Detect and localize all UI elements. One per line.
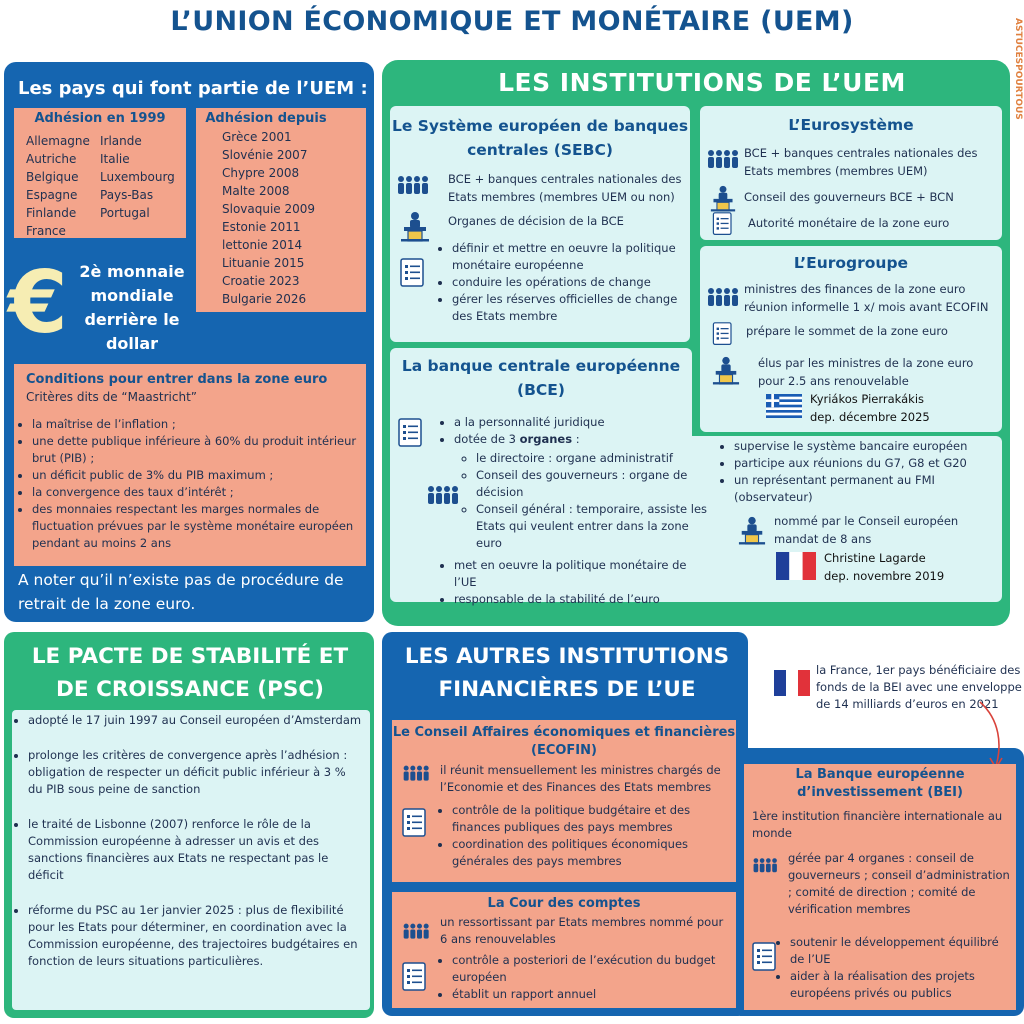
checklist-icon <box>398 418 424 448</box>
bei-organs: gérée par 4 organes : conseil de gouverneurs ; conseil d’administration ; comité de direction ; comité de vérification membres <box>788 851 1010 916</box>
later-title: Adhésion depuis <box>205 111 327 126</box>
countries-panel <box>4 62 374 622</box>
eurogroup-prepare: prépare le sommet de la zone euro <box>746 324 948 338</box>
task-item: • contrôle de la politique budgétaire et des finances publiques des pays membres <box>452 802 730 836</box>
sebc-title: Le Système européen de banques centrales (SEBC) <box>391 117 689 159</box>
bce-item: • met en oeuvre la politique monétaire de l’UE <box>454 557 706 591</box>
bce-list <box>436 414 696 448</box>
court-tasks <box>434 952 730 1003</box>
checklist-icon <box>712 322 734 346</box>
currency-text: 2è monnaie mondiale derrière le dollar <box>79 262 185 353</box>
conditions-subtitle: Critères dits de “Maastricht” <box>26 390 198 404</box>
bce-item: • supervise le système bancaire européen <box>734 438 1002 455</box>
court-title: La Cour des comptes <box>487 896 641 911</box>
country: Irlande <box>100 134 142 148</box>
sebc-card <box>390 106 690 342</box>
bei-title: La Banque européenne d’investissement (BEI) <box>795 767 965 800</box>
task-item: • aider à la réalisation des projets européens privés ou publics <box>790 968 1012 1002</box>
conditions-list <box>14 416 359 552</box>
country: Chypre 2008 <box>222 166 300 180</box>
ecofin-members: il réunit mensuellement les ministres chargés de l’Economie et des Finances des Etats membres <box>440 763 721 794</box>
psc-item: • réforme du PSC au 1er janvier 2025 : plus de flexibilité pour les Etats pour déterminer, en coordination avec la Commission européenne, des trajectoires budgétaires en fonction de leurs situations particulières. <box>28 902 362 970</box>
bce-president-since: dep. novembre 2019 <box>824 569 945 583</box>
condition-item: • des monnaies respectant les marges normales de fluctuation prévues par le système monétaire européen pendant au moins 2 ans <box>32 501 359 552</box>
others-heading: LES AUTRES INSTITUTIONS FINANCIÈRES DE L’UE <box>404 644 730 702</box>
psc-card <box>12 710 370 1010</box>
psc-item: • prolonge les critères de convergence après l’adhésion : obligation de respecter un déficit public inférieur à 3 % du PIB sous peine de sanction <box>28 747 362 798</box>
bce-list-2 <box>436 557 706 608</box>
brand-text: ASTUCESPOURTOUS <box>1013 18 1023 120</box>
institutions-panel <box>382 60 1010 626</box>
bce-appointed: nommé par le Conseil européen mandat de 8 ans <box>774 514 959 546</box>
conditions-title: Conditions pour entrer dans la zone euro <box>26 372 328 387</box>
bce-item: • un représentant permanent au FMI (observateur) <box>734 472 1002 506</box>
checklist-icon <box>402 962 428 992</box>
people-icon <box>706 148 742 172</box>
podium-icon <box>400 210 430 242</box>
checklist-icon <box>400 258 426 288</box>
eurogroup-card <box>700 246 1002 432</box>
checklist-icon <box>402 808 428 838</box>
podium-icon <box>712 354 740 386</box>
country: Allemagne <box>26 134 90 148</box>
country: Espagne <box>26 188 78 202</box>
france-bei-note: la France, 1er pays bénéficiaire des fonds de la BEI avec une enveloppe de 14 milliards d’euros en 2021 <box>816 663 1022 711</box>
country: Pays-Bas <box>100 188 154 202</box>
eurosystem-council: Conseil des gouverneurs BCE + BCN <box>744 190 954 204</box>
country: Grèce 2001 <box>222 130 292 144</box>
bce-organs <box>458 450 708 552</box>
bce-list-3 <box>716 438 1002 506</box>
founding-list-1 <box>26 132 106 240</box>
arrow-icon <box>960 700 1010 772</box>
bce-title: La banque centrale européenne (BCE) <box>401 357 681 399</box>
sebc-decision: Organes de décision de la BCE <box>448 214 624 228</box>
countries-heading: Les pays qui font partie de l’UEM : <box>18 78 368 99</box>
eurogroup-president-since: dep. décembre 2025 <box>810 410 930 424</box>
condition-item: • la maîtrise de l’inflation ; <box>32 416 359 433</box>
bce-item: • a la personnalité juridique <box>454 414 696 431</box>
country: Slovaquie 2009 <box>222 202 316 216</box>
eurosystem-members: BCE + banques centrales nationales des Etats membres (membres UEM) <box>744 146 978 178</box>
country: Portugal <box>100 206 150 220</box>
ecofin-title: Le Conseil Affaires économiques et financières (ECOFIN) <box>392 725 736 758</box>
country: Belgique <box>26 170 79 184</box>
sebc-tasks <box>434 240 686 325</box>
conditions-box <box>14 364 366 566</box>
eurogroup-president: Kyriákos Pierrakákis <box>810 392 925 406</box>
france-flag-icon <box>776 552 816 580</box>
people-icon <box>752 856 780 876</box>
condition-item: • un déficit public de 3% du PIB maximum ; <box>32 467 359 484</box>
task-item: • gérer les réserves officielles de change des Etats membre <box>452 291 686 325</box>
country: Slovénie 2007 <box>222 148 308 162</box>
court-members: un ressortissant par Etats membres nommé pour 6 ans renouvelables <box>440 915 724 946</box>
podium-icon <box>710 184 736 212</box>
eurosystem-title: L’Eurosystème <box>788 116 914 134</box>
sebc-members: BCE + banques centrales nationales des Etats membres (membres UEM ou non) <box>448 172 682 204</box>
country: Lituanie 2015 <box>222 256 305 270</box>
people-icon <box>426 484 462 508</box>
later-list <box>222 128 362 308</box>
ecofin-tasks <box>434 802 730 870</box>
task-item: • coordination des politiques économiques générales des pays membres <box>452 836 730 870</box>
country: Finlande <box>26 206 77 220</box>
bei-first: 1ère institution financière internationale au monde <box>752 809 1003 840</box>
court-card <box>392 892 736 1008</box>
country: Croatie 2023 <box>222 274 300 288</box>
eurosystem-card <box>700 106 1002 240</box>
organ-item: ◦ Conseil général : temporaire, assiste les Etats qui veulent entrer dans la zone euro <box>476 501 708 552</box>
bce-president: Christine Lagarde <box>824 551 926 565</box>
greece-flag-icon <box>766 394 802 418</box>
later-box <box>196 108 366 312</box>
condition-item: • une dette publique inférieure à 60% du produit intérieur brut (PIB) ; <box>32 433 359 467</box>
founding-box <box>14 108 186 238</box>
founding-list-2 <box>100 132 186 222</box>
country: Bulgarie 2026 <box>222 292 307 306</box>
eurogroup-members: ministres des finances de la zone euro réunion informelle 1 x/ mois avant ECOFIN <box>744 282 989 314</box>
psc-list <box>12 712 362 970</box>
country: Autriche <box>26 152 77 166</box>
founding-title: Adhésion en 1999 <box>34 111 166 126</box>
bei-tasks <box>772 934 1012 1002</box>
condition-item: • la convergence des taux d’intérêt ; <box>32 484 359 501</box>
page-title: L’UNION ÉCONOMIQUE ET MONÉTAIRE (UEM) <box>170 6 854 37</box>
organ-item: ◦ le directoire : organe administratif <box>476 450 708 467</box>
checklist-icon <box>712 212 734 236</box>
country: Estonie 2011 <box>222 220 301 234</box>
organ-item: ◦ Conseil des gouverneurs : organe de décision <box>476 467 708 501</box>
euro-icon: € <box>8 253 68 353</box>
task-item: • établit un rapport annuel <box>452 986 730 1003</box>
country: Malte 2008 <box>222 184 290 198</box>
country: lettonie 2014 <box>222 238 303 252</box>
eurogroup-elected: élus par les ministres de la zone euro pour 2.5 ans renouvelable <box>758 356 974 388</box>
people-icon <box>396 174 432 198</box>
people-icon <box>402 764 432 784</box>
bce-item: • dotée de 3 organes : <box>454 431 696 448</box>
bce-item: • participe aux réunions du G7, G8 et G20 <box>734 455 1002 472</box>
task-item: • contrôle a posteriori de l’exécution du budget européen <box>452 952 730 986</box>
eurosystem-authority: Autorité monétaire de la zone euro <box>748 216 950 230</box>
psc-item: • le traité de Lisbonne (2007) renforce le rôle de la Commission européenne à adresser un avis et des sanctions financières aux Etats ne respectant pas le déficit <box>28 816 362 884</box>
withdrawal-note: A noter qu’il n’existe pas de procédure de retrait de la zone euro. <box>18 571 344 613</box>
country: France <box>26 224 66 238</box>
eurogroup-title: L’Eurogroupe <box>793 254 909 272</box>
task-item: • soutenir le développement équilibré de l’UE <box>790 934 1012 968</box>
psc-panel <box>4 632 374 1018</box>
bce-item: • responsable de la stabilité de l’euro <box>454 591 706 608</box>
task-item: • définir et mettre en oeuvre la politique monétaire européenne <box>452 240 686 274</box>
podium-icon <box>738 514 766 546</box>
people-icon <box>706 286 742 310</box>
france-flag-icon <box>774 670 810 696</box>
country: Italie <box>100 152 130 166</box>
bei-card <box>744 764 1016 1010</box>
institutions-heading: LES INSTITUTIONS DE L’UEM <box>498 68 906 97</box>
people-icon <box>402 922 432 942</box>
country: Luxembourg <box>100 170 175 184</box>
psc-heading: LE PACTE DE STABILITÉ ET DE CROISSANCE (PSC) <box>31 644 349 702</box>
psc-item: • adopté le 17 juin 1997 au Conseil européen d’Amsterdam <box>28 712 362 729</box>
ecofin-card <box>392 720 736 882</box>
task-item: • conduire les opérations de change <box>452 274 686 291</box>
